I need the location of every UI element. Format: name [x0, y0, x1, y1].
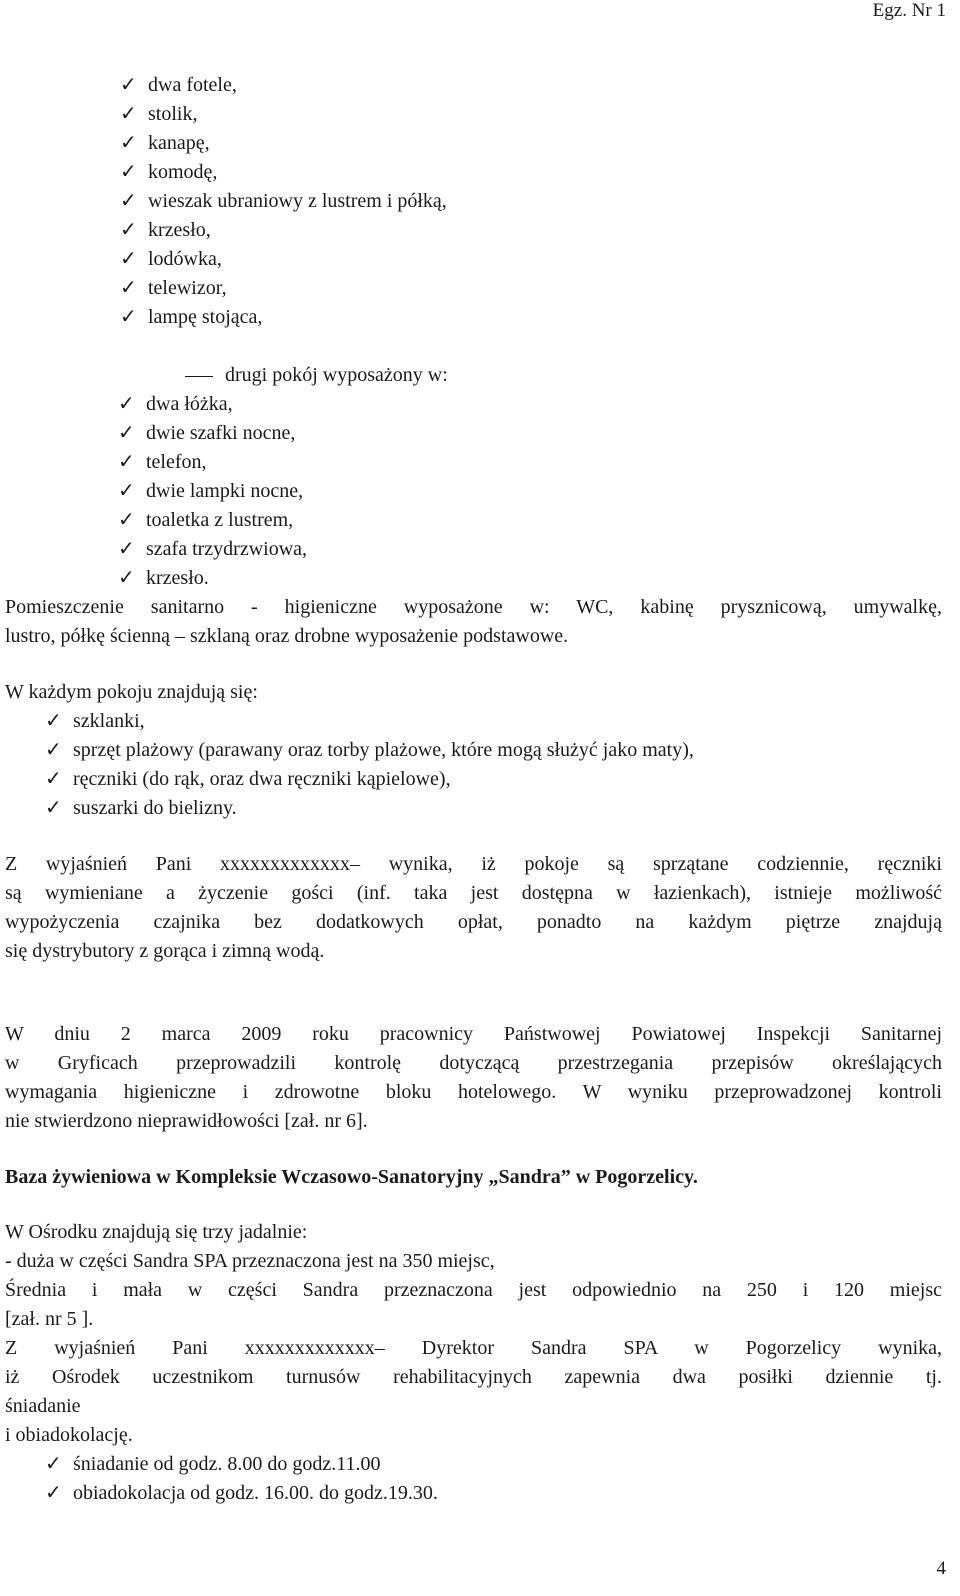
list-item: [118, 566, 209, 590]
explanation-line: wypożyczenia czajnika bez dodatkowych opłat, ponadto na każdym piętrze znajdują: [5, 911, 942, 933]
dining-line: śniadanie: [5, 1395, 81, 1417]
list-item: [118, 392, 233, 416]
checkmark-icon: ✓: [120, 74, 137, 96]
list-item-text: suszarki do bielizny.: [73, 797, 237, 819]
list-item-text: szklanki,: [73, 710, 145, 732]
page-number: 4: [936, 1558, 946, 1579]
list-item-text: dwa łóżka,: [146, 393, 233, 415]
sanitary-line: lustro, półkę ścienną – szklaną oraz drobne wyposażenie podstawowe.: [5, 625, 569, 647]
checkmark-icon: ✓: [45, 768, 62, 790]
checkmark-icon: ✓: [45, 1453, 62, 1475]
checkmark-icon: ✓: [118, 567, 135, 589]
list-item-text: stolik,: [148, 103, 198, 125]
checkmark-icon: ✓: [120, 219, 137, 241]
list-item-text: lampę stojąca,: [148, 306, 263, 328]
list-item: [45, 796, 237, 820]
list-item: [120, 189, 447, 213]
dining-line: iż Ośrodek uczestnikom turnusów rehabilitacyjnych zapewnia dwa posiłki dziennie tj.: [5, 1366, 942, 1388]
list-item: [120, 276, 227, 300]
checkmark-icon: ✓: [120, 103, 137, 125]
checkmark-icon: ✓: [45, 1482, 62, 1504]
list-item-text: dwie lampki nocne,: [146, 480, 304, 502]
list-item: [120, 305, 262, 329]
list-item: [118, 508, 293, 532]
dining-line: Z wyjaśnień Pani xxxxxxxxxxxxx– Dyrektor Sandra SPA w Pogorzelicy wynika,: [5, 1337, 942, 1359]
room2-heading-text: drugi pokój wyposażony w:: [225, 364, 448, 386]
list-item: [118, 421, 295, 445]
checkmark-icon: ✓: [120, 161, 137, 183]
list-item-text: toaletka z lustrem,: [146, 509, 294, 531]
list-item: [120, 247, 222, 271]
list-item-text: wieszak ubraniowy z lustrem i półką,: [148, 190, 447, 212]
list-item: [45, 1481, 438, 1505]
list-item: [45, 1452, 381, 1476]
sanitary-line: Pomieszczenie sanitarno - higieniczne wyposażone w: WC, kabinę prysznicową, umywalkę,: [5, 596, 942, 618]
list-item-text: kanapę,: [148, 132, 210, 154]
checkmark-icon: ✓: [120, 248, 137, 270]
inspection-line: wymagania higieniczne i zdrowotne bloku hotelowego. W wyniku przeprowadzonej kontroli: [5, 1081, 942, 1103]
checkmark-icon: ✓: [120, 132, 137, 154]
list-item-text: dwa fotele,: [148, 74, 237, 96]
list-item: [120, 102, 197, 126]
checkmark-icon: ✓: [118, 480, 135, 502]
dining-line: i obiadokolację.: [5, 1424, 133, 1446]
list-item-text: szafa trzydrzwiowa,: [146, 538, 308, 560]
inspection-line: nie stwierdzono nieprawidłowości [zał. nr 6].: [5, 1110, 368, 1132]
checkmark-icon: ✓: [120, 306, 137, 328]
list-item: [45, 767, 451, 791]
list-item: [118, 537, 307, 561]
checkmark-icon: ✓: [120, 277, 137, 299]
inspection-line: W dniu 2 marca 2009 roku pracownicy Państwowej Powiatowej Inspekcji Sanitarnej: [5, 1023, 942, 1045]
list-item: [120, 73, 237, 97]
list-item-text: ręczniki (do rąk, oraz dwa ręczniki kąpielowe),: [73, 768, 451, 790]
list-item: [118, 479, 303, 503]
list-item-text: krzesło.: [146, 567, 209, 589]
list-item-text: dwie szafki nocne,: [146, 422, 296, 444]
each-room-heading: W każdym pokoju znajdują się:: [5, 681, 258, 703]
dining-line: - duża w części Sandra SPA przeznaczona jest na 350 miejsc,: [5, 1250, 495, 1272]
explanation-line: są wymieniane a życzenie gości (inf. taka jest dostępna w łazienkach), istnieje możliwość: [5, 882, 942, 904]
checkmark-icon: ✓: [45, 797, 62, 819]
checkmark-icon: ✓: [45, 710, 62, 732]
document-copy-number: Egz. Nr 1: [872, 0, 946, 21]
checkmark-icon: ✓: [45, 739, 62, 761]
checkmark-icon: ✓: [118, 451, 135, 473]
section-heading: Baza żywieniowa w Kompleksie Wczasowo-Sanatoryjny „Sandra” w Pogorzelicy.: [5, 1166, 698, 1188]
dining-line: Średnia i mała w części Sandra przeznaczona jest odpowiednio na 250 i 120 miejsc: [5, 1279, 942, 1301]
dining-line: [zał. nr 5 ].: [5, 1308, 94, 1330]
checkmark-icon: ✓: [118, 393, 135, 415]
list-item-text: telefon,: [146, 451, 207, 473]
explanation-line: się dystrybutory z gorąca i zimną wodą.: [5, 940, 325, 962]
list-item: [45, 709, 145, 733]
checkmark-icon: ✓: [120, 190, 137, 212]
list-item: [120, 218, 211, 242]
list-item-text: krzesło,: [148, 219, 211, 241]
list-item-text: obiadokolacja od godz. 16.00. do godz.19.30.: [73, 1482, 438, 1504]
list-item-text: telewizor,: [148, 277, 227, 299]
list-item: [120, 160, 217, 184]
list-item-text: komodę,: [148, 161, 218, 183]
room2-heading: [185, 363, 448, 387]
list-item: [45, 738, 694, 762]
dash-bullet-icon: [185, 376, 213, 377]
checkmark-icon: ✓: [118, 509, 135, 531]
list-item-text: śniadanie od godz. 8.00 do godz.11.00: [73, 1453, 381, 1475]
list-item: [120, 131, 210, 155]
inspection-line: w Gryficach przeprowadzili kontrolę dotyczącą przestrzegania przepisów określających: [5, 1052, 942, 1074]
list-item-text: sprzęt plażowy (parawany oraz torby plażowe, które mogą służyć jako maty),: [73, 739, 694, 761]
checkmark-icon: ✓: [118, 422, 135, 444]
list-item-text: lodówka,: [148, 248, 222, 270]
explanation-line: Z wyjaśnień Pani xxxxxxxxxxxxx– wynika, iż pokoje są sprzątane codziennie, ręczniki: [5, 853, 942, 875]
list-item: [118, 450, 207, 474]
dining-line: W Ośrodku znajdują się trzy jadalnie:: [5, 1221, 308, 1243]
checkmark-icon: ✓: [118, 538, 135, 560]
